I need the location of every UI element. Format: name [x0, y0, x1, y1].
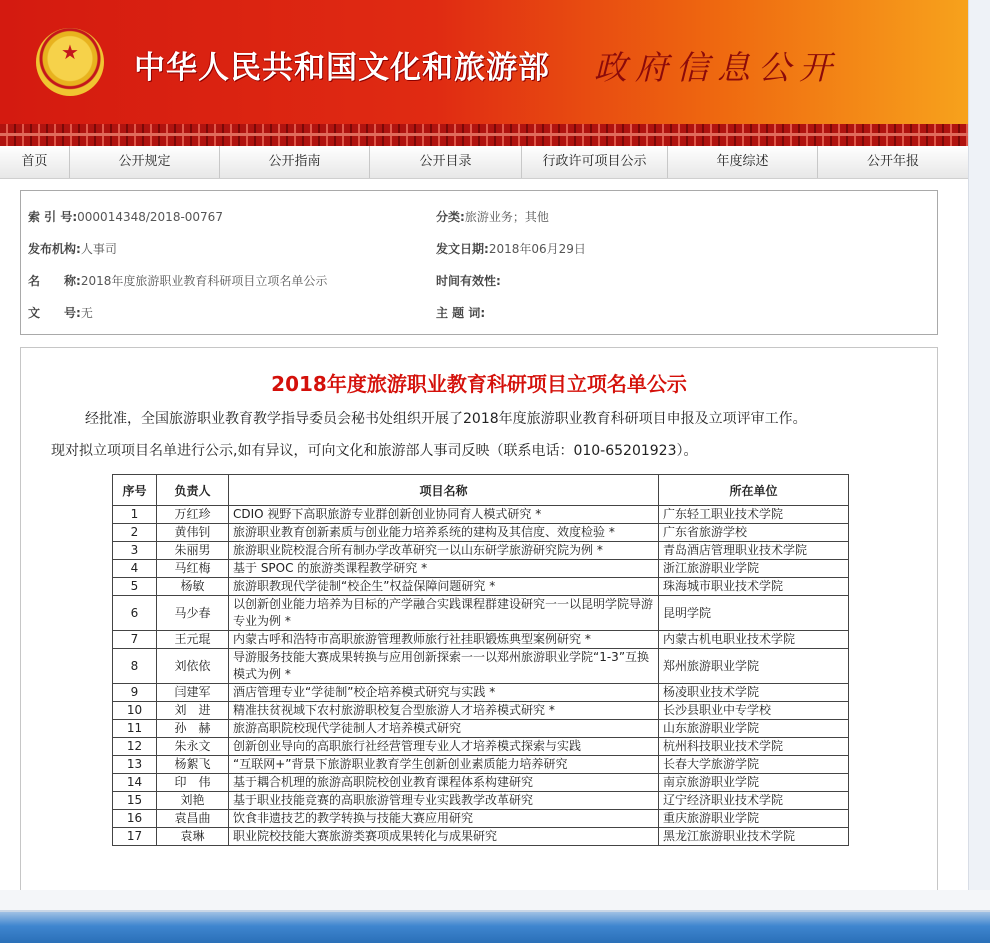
row-leader: 马少春: [157, 596, 229, 631]
article-paragraph: 现对拟立项项目名单进行公示,如有异议，可向文化和旅游部人事司反映（联系电话：010-65201923）。: [51, 443, 698, 459]
row-project: 基于 SPOC 的旅游类课程教学研究 *: [229, 560, 659, 578]
article-paragraph: 经批准，全国旅游职业教育教学指导委员会秘书处组织开展了2018年度旅游职业教育科研项目申报及立项评审工作。: [85, 411, 807, 427]
row-institution: 重庆旅游职业学院: [659, 810, 849, 828]
row-project: 职业院校技能大赛旅游类赛项成果转化与成果研究: [229, 828, 659, 846]
table-row: [113, 828, 849, 846]
row-project: CDIO 视野下高职旅游专业群创新创业协同育人模式研究 *: [229, 506, 659, 524]
row-number: 8: [113, 649, 157, 684]
table-row: [113, 738, 849, 756]
row-number: 6: [113, 596, 157, 631]
project-table: [112, 474, 849, 846]
row-number: 10: [113, 702, 157, 720]
row-project: 基于耦合机理的旅游高职院校创业教育课程体系构建研究: [229, 774, 659, 792]
row-leader: 马红梅: [157, 560, 229, 578]
vertical-scrollbar[interactable]: [968, 0, 990, 890]
row-institution: 珠海城市职业技术学院: [659, 578, 849, 596]
row-leader: 印 伟: [157, 774, 229, 792]
row-leader: 刘 进: [157, 702, 229, 720]
row-institution: 广东轻工职业技术学院: [659, 506, 849, 524]
row-institution: 杭州科技职业技术学院: [659, 738, 849, 756]
row-number: 12: [113, 738, 157, 756]
nav-annual-summary[interactable]: 年度综述: [668, 146, 818, 178]
row-institution: 杨凌职业技术学院: [659, 684, 849, 702]
row-project: 创新创业导向的高职旅行社经营管理专业人才培养模式探索与实践: [229, 738, 659, 756]
row-leader: 袁昌曲: [157, 810, 229, 828]
row-project: 酒店管理专业“学徒制”校企培养模式研究与实践 *: [229, 684, 659, 702]
table-row: [113, 792, 849, 810]
table-row: [113, 702, 849, 720]
row-leader: 袁琳: [157, 828, 229, 846]
meta-category: 分类:旅游业务；其他: [436, 210, 549, 224]
row-project: 以创新创业能力培养为目标的产学融合实践课程群建设研究一一以昆明学院导游专业为例 *: [229, 596, 659, 631]
meta-validity: 时间有效性:: [436, 274, 501, 288]
row-number: 1: [113, 506, 157, 524]
row-project: “互联网+”背景下旅游职业教育学生创新创业素质能力培养研究: [229, 756, 659, 774]
row-institution: 南京旅游职业学院: [659, 774, 849, 792]
table-row: [113, 506, 849, 524]
table-row: [113, 596, 849, 631]
decorative-border: [0, 124, 968, 146]
table-row: [113, 720, 849, 738]
table-row: [113, 756, 849, 774]
row-institution: 黑龙江旅游职业技术学院: [659, 828, 849, 846]
meta-date: 发文日期:2018年06月29日: [436, 242, 586, 256]
site-banner: [0, 0, 968, 124]
main-nav: [0, 146, 968, 179]
row-institution: 广东省旅游学校: [659, 524, 849, 542]
row-project: 旅游职教现代学徒制“校企生”权益保障问题研究 *: [229, 578, 659, 596]
meta-docno: 文 号:无: [28, 306, 93, 320]
document-metadata: [20, 190, 938, 335]
row-institution: 昆明学院: [659, 596, 849, 631]
meta-subject: 主 题 词:: [436, 306, 486, 320]
table-row: [113, 542, 849, 560]
row-leader: 黄伟钊: [157, 524, 229, 542]
article-title: 2018年度旅游职业教育科研项目立项名单公示: [271, 372, 687, 396]
row-institution: 长沙县职业中专学校: [659, 702, 849, 720]
row-leader: 杨絮飞: [157, 756, 229, 774]
banner-subtitle: 政府信息公开: [594, 48, 840, 87]
row-number: 17: [113, 828, 157, 846]
row-number: 3: [113, 542, 157, 560]
table-row: [113, 560, 849, 578]
row-number: 2: [113, 524, 157, 542]
row-institution: 山东旅游职业学院: [659, 720, 849, 738]
meta-name: 名 称:2018年度旅游职业教育科研项目立项名单公示: [28, 274, 328, 288]
row-number: 7: [113, 631, 157, 649]
row-institution: 浙江旅游职业学院: [659, 560, 849, 578]
row-leader: 万红珍: [157, 506, 229, 524]
table-row: [113, 649, 849, 684]
row-project: 基于职业技能竞赛的高职旅游管理专业实践教学改革研究: [229, 792, 659, 810]
row-leader: 朱丽男: [157, 542, 229, 560]
row-institution: 内蒙古机电职业技术学院: [659, 631, 849, 649]
nav-license[interactable]: 行政许可项目公示: [522, 146, 668, 178]
table-row: [113, 524, 849, 542]
row-leader: 杨敏: [157, 578, 229, 596]
table-row: [113, 810, 849, 828]
row-leader: 闫建军: [157, 684, 229, 702]
meta-issuer: 发布机构:人事司: [28, 242, 117, 256]
banner-title: 中华人民共和国文化和旅游部: [134, 50, 550, 86]
row-number: 14: [113, 774, 157, 792]
national-emblem-icon: ★: [36, 28, 104, 96]
row-number: 15: [113, 792, 157, 810]
column-header: 项目名称: [229, 475, 659, 506]
taskbar: [0, 890, 990, 943]
row-project: 内蒙古呼和浩特市高职旅游管理教师旅行社挂职锻炼典型案例研究 *: [229, 631, 659, 649]
table-row: [113, 631, 849, 649]
nav-catalog[interactable]: 公开目录: [370, 146, 522, 178]
row-project: 导游服务技能大赛成果转换与应用创新探索一一以郑州旅游职业学院“1-3”互换模式为例 *: [229, 649, 659, 684]
table-row: [113, 578, 849, 596]
row-project: 饮食非遗技艺的教学转换与技能大赛应用研究: [229, 810, 659, 828]
row-institution: 郑州旅游职业学院: [659, 649, 849, 684]
row-number: 11: [113, 720, 157, 738]
row-project: 精准扶贫视域下农村旅游职校复合型旅游人才培养模式研究 *: [229, 702, 659, 720]
row-leader: 孙 赫: [157, 720, 229, 738]
article-body: [20, 347, 938, 890]
table-row: [113, 684, 849, 702]
column-header: 序号: [113, 475, 157, 506]
row-leader: 刘依依: [157, 649, 229, 684]
row-number: 16: [113, 810, 157, 828]
row-number: 13: [113, 756, 157, 774]
table-row: [113, 774, 849, 792]
row-number: 9: [113, 684, 157, 702]
nav-guide[interactable]: 公开指南: [220, 146, 370, 178]
row-institution: 青岛酒店管理职业技术学院: [659, 542, 849, 560]
row-project: 旅游职业院校混合所有制办学改革研究一以山东研学旅游研究院为例 *: [229, 542, 659, 560]
row-number: 5: [113, 578, 157, 596]
row-number: 4: [113, 560, 157, 578]
nav-annual-report[interactable]: 公开年报: [866, 154, 919, 169]
row-institution: 长春大学旅游学院: [659, 756, 849, 774]
table-body: [113, 506, 849, 846]
table-header-row: [113, 475, 849, 506]
row-institution: 辽宁经济职业技术学院: [659, 792, 849, 810]
row-project: 旅游职业教育创新素质与创业能力培养系统的建构及其信度、效度检验 *: [229, 524, 659, 542]
nav-rules[interactable]: 公开规定: [70, 146, 220, 178]
row-project: 旅游高职院校现代学徒制人才培养模式研究: [229, 720, 659, 738]
row-leader: 刘艳: [157, 792, 229, 810]
column-header: 负责人: [157, 475, 229, 506]
row-leader: 王元琨: [157, 631, 229, 649]
meta-index: 索 引 号:000014348/2018-00767: [28, 210, 223, 224]
row-leader: 朱永文: [157, 738, 229, 756]
nav-home[interactable]: 首页: [0, 146, 70, 178]
column-header: 所在单位: [659, 475, 849, 506]
